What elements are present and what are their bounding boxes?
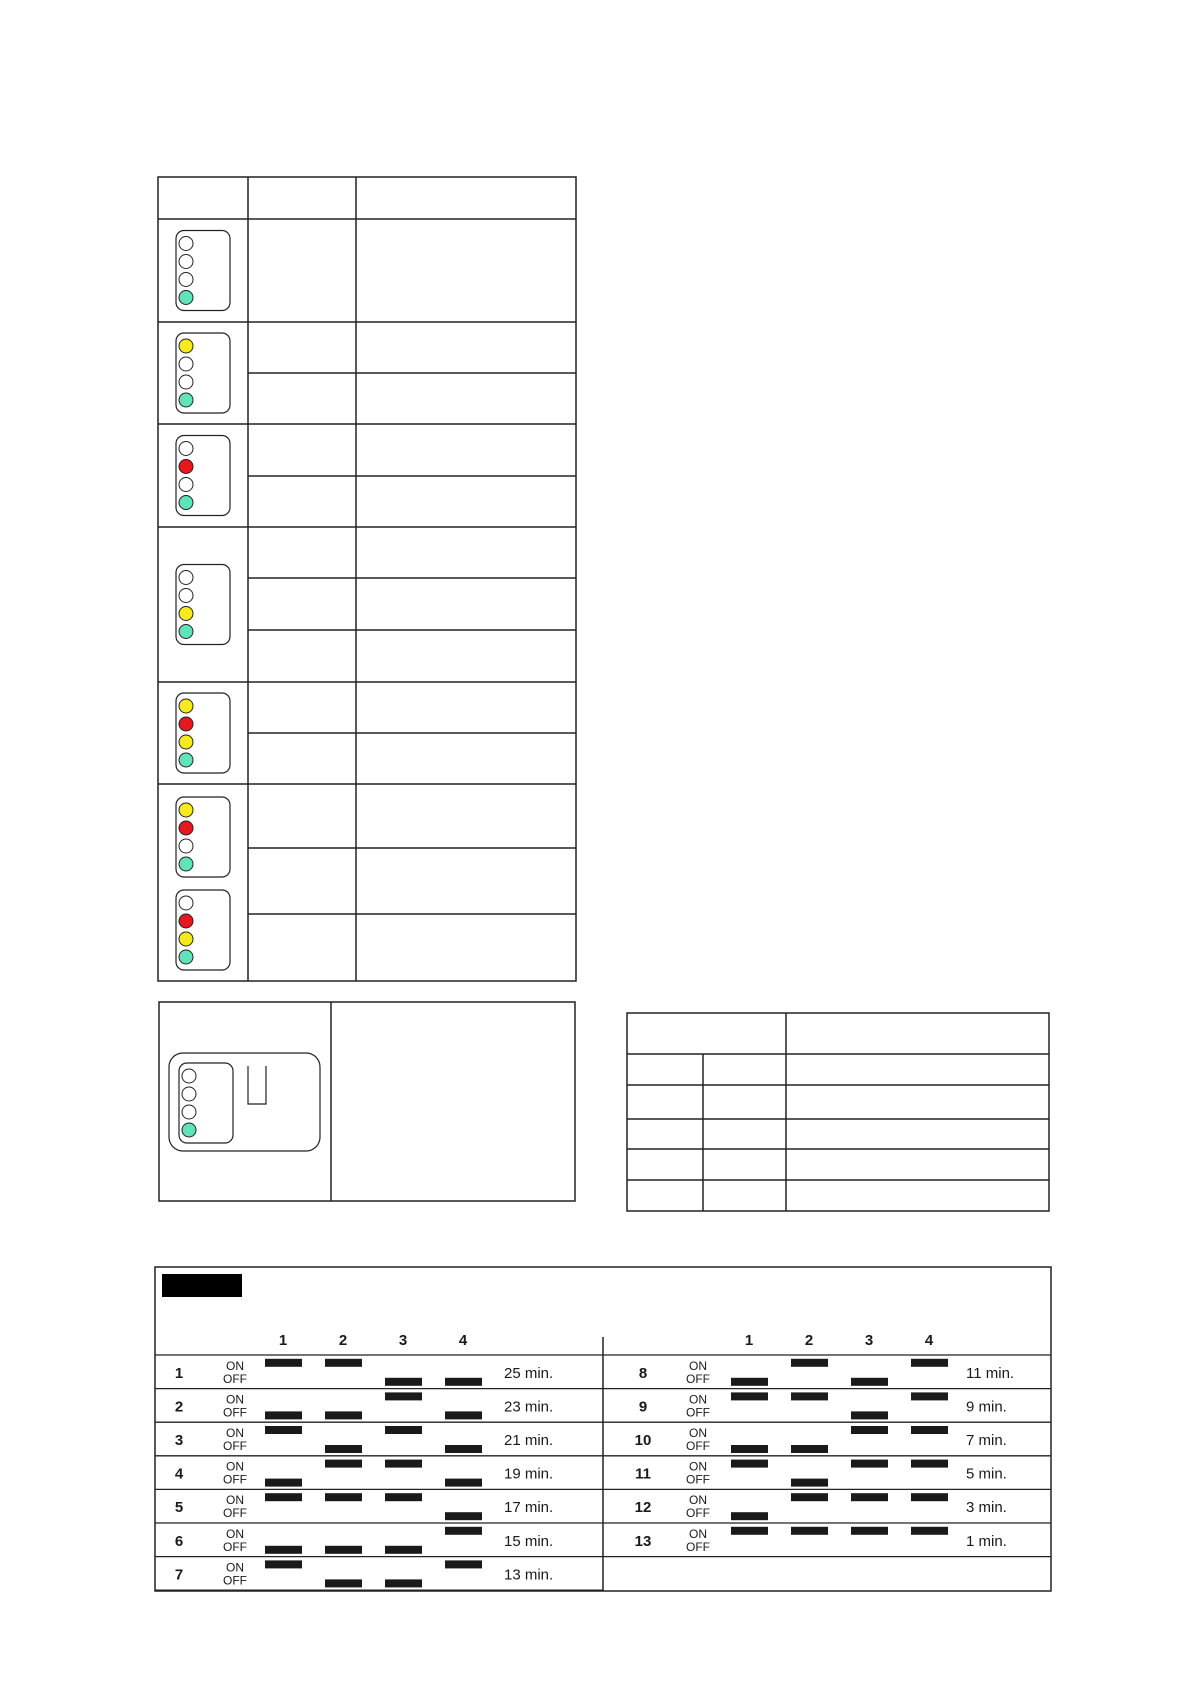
led-off	[182, 1105, 196, 1119]
time-value: 19 min.	[504, 1465, 554, 1483]
on-label: ON	[226, 1560, 244, 1575]
led-red	[179, 821, 193, 835]
time-value: 3 min.	[966, 1499, 1007, 1517]
time-value: 23 min.	[504, 1398, 554, 1416]
switch-1-off	[731, 1512, 768, 1520]
on-label: ON	[689, 1493, 707, 1508]
led-off	[179, 896, 193, 910]
setting-number: 2	[174, 1398, 184, 1416]
led-yellow	[179, 803, 193, 817]
switch-2-on	[325, 1460, 362, 1468]
switch-column-number: 1	[278, 1332, 288, 1349]
dip-setting-row	[603, 1359, 1051, 1389]
led-green	[179, 950, 193, 964]
switch-1-on	[731, 1392, 768, 1400]
dip-setting-row	[155, 1527, 603, 1557]
switch-4-on	[911, 1527, 948, 1535]
setting-number: 8	[638, 1364, 648, 1382]
off-label: OFF	[223, 1371, 247, 1386]
device-panel-border	[159, 1002, 575, 1201]
switch-2-off	[325, 1579, 362, 1587]
time-value: 5 min.	[966, 1465, 1007, 1483]
led-off	[179, 375, 193, 389]
switch-3-off	[385, 1378, 422, 1386]
off-label: OFF	[223, 1405, 247, 1420]
setting-number: 11	[635, 1465, 651, 1483]
switch-column-number: 3	[398, 1332, 408, 1349]
small-table	[627, 1013, 1049, 1211]
switch-4-on	[445, 1527, 482, 1535]
dip-setting-row	[603, 1527, 1051, 1557]
switch-column-number: 4	[924, 1332, 934, 1349]
switch-3-on	[385, 1493, 422, 1501]
switch-1-on	[731, 1460, 768, 1468]
led-indicator	[176, 333, 230, 413]
switch-2-on	[791, 1527, 828, 1535]
switch-4-on	[911, 1493, 948, 1501]
on-label: ON	[226, 1493, 244, 1508]
switch-1-on	[265, 1359, 302, 1367]
switch-1-on	[265, 1493, 302, 1501]
switch-2-on	[791, 1359, 828, 1367]
switch-4-on	[911, 1392, 948, 1400]
led-green	[182, 1123, 196, 1137]
switch-2-off	[791, 1445, 828, 1453]
on-label: ON	[226, 1526, 244, 1541]
led-table-border	[158, 177, 576, 981]
led-off	[179, 589, 193, 603]
small-table-border	[627, 1013, 1049, 1211]
dip-setting-row	[155, 1426, 603, 1456]
off-label: OFF	[223, 1439, 247, 1453]
led-green	[179, 753, 193, 767]
switch-3-on	[851, 1493, 888, 1501]
switch-4-off	[445, 1445, 482, 1453]
dip-setting-row	[155, 1392, 603, 1422]
on-label: ON	[689, 1358, 707, 1373]
off-label: OFF	[686, 1506, 710, 1521]
dip-setting-row	[603, 1460, 1051, 1490]
led-indicator	[176, 436, 230, 516]
setting-number: 13	[634, 1532, 652, 1550]
switch-2-on	[791, 1493, 828, 1501]
on-label: ON	[689, 1459, 707, 1474]
off-label: OFF	[686, 1405, 710, 1420]
switch-column-number: 2	[804, 1332, 814, 1349]
led-green	[179, 625, 193, 639]
switch-4-off	[445, 1479, 482, 1487]
dip-header-label-box	[162, 1274, 242, 1297]
dip-setting-row	[603, 1426, 1051, 1456]
switch-2-off	[325, 1445, 362, 1453]
setting-number: 12	[634, 1499, 652, 1517]
switch-4-on	[445, 1560, 482, 1568]
switch-2-off	[325, 1411, 362, 1419]
off-label: OFF	[223, 1472, 247, 1487]
led-indicator	[176, 797, 230, 877]
switch-3-on	[385, 1392, 422, 1400]
led-yellow	[179, 932, 193, 946]
led-off	[179, 571, 193, 585]
switch-1-on	[265, 1426, 302, 1434]
switch-2-on	[325, 1359, 362, 1367]
led-red	[179, 914, 193, 928]
switch-4-off	[445, 1378, 482, 1386]
led-off	[179, 478, 193, 492]
switch-column-number: 1	[744, 1332, 754, 1349]
time-value: 1 min.	[966, 1532, 1007, 1550]
switch-2-off	[791, 1479, 828, 1487]
switch-1-off	[265, 1546, 302, 1554]
switch-1-on	[731, 1527, 768, 1535]
led-status-table	[158, 177, 576, 981]
time-value: 25 min.	[504, 1364, 554, 1382]
switch-1-off	[265, 1479, 302, 1487]
dip-setting-row	[603, 1493, 1051, 1523]
on-label: ON	[689, 1426, 707, 1440]
setting-number: 7	[174, 1566, 184, 1584]
led-off	[182, 1069, 196, 1083]
device-led-indicator	[179, 1063, 233, 1143]
led-off	[179, 273, 193, 287]
switch-2-on	[791, 1392, 828, 1400]
switch-4-on	[911, 1359, 948, 1367]
switch-3-on	[851, 1426, 888, 1434]
led-off	[179, 255, 193, 269]
off-label: OFF	[686, 1439, 710, 1453]
dip-setting-row	[155, 1359, 603, 1389]
dip-setting-row	[155, 1460, 603, 1490]
switch-3-off	[851, 1378, 888, 1386]
on-label: ON	[689, 1526, 707, 1541]
setting-number: 10	[634, 1432, 652, 1449]
switch-3-on	[851, 1527, 888, 1535]
setting-number: 4	[174, 1465, 184, 1483]
switch-column-number: 2	[338, 1332, 348, 1349]
switch-1-on	[265, 1560, 302, 1568]
led-off	[179, 442, 193, 456]
led-yellow	[179, 607, 193, 621]
switch-1-off	[731, 1445, 768, 1453]
device-slot	[248, 1066, 266, 1104]
off-label: OFF	[686, 1472, 710, 1487]
dip-setting-row	[155, 1493, 603, 1523]
setting-number: 9	[638, 1398, 648, 1416]
switch-column-number: 3	[864, 1332, 874, 1349]
switch-2-off	[325, 1546, 362, 1554]
switch-4-off	[445, 1411, 482, 1419]
on-label: ON	[226, 1358, 244, 1373]
led-indicator	[176, 890, 230, 970]
time-value: 9 min.	[966, 1398, 1007, 1416]
switch-4-on	[911, 1460, 948, 1468]
led-off	[179, 237, 193, 251]
time-value: 13 min.	[504, 1566, 554, 1584]
time-value: 15 min.	[504, 1532, 554, 1550]
led-indicator	[176, 565, 230, 645]
off-label: OFF	[223, 1573, 247, 1588]
switch-3-off	[851, 1411, 888, 1419]
on-label: ON	[226, 1459, 244, 1474]
setting-number: 6	[174, 1532, 184, 1550]
off-label: OFF	[686, 1539, 710, 1554]
on-label: ON	[226, 1392, 244, 1407]
time-value: 11 min.	[966, 1364, 1015, 1382]
led-green	[179, 291, 193, 305]
setting-number: 1	[174, 1364, 184, 1382]
led-indicator	[179, 1063, 233, 1143]
switch-4-off	[445, 1512, 482, 1520]
led-red	[179, 717, 193, 731]
off-label: OFF	[686, 1371, 710, 1386]
led-off	[179, 839, 193, 853]
off-label: OFF	[223, 1539, 247, 1554]
led-indicators	[176, 231, 230, 971]
time-value: 17 min.	[504, 1499, 554, 1517]
switch-1-off	[265, 1411, 302, 1419]
time-value: 21 min.	[504, 1432, 554, 1449]
switch-2-on	[325, 1493, 362, 1501]
switch-3-off	[385, 1546, 422, 1554]
device-panel-box	[159, 1002, 575, 1201]
setting-number: 5	[174, 1499, 184, 1517]
time-value: 7 min.	[966, 1432, 1007, 1449]
on-label: ON	[226, 1426, 244, 1440]
switch-3-off	[385, 1579, 422, 1587]
switch-1-off	[731, 1378, 768, 1386]
led-yellow	[179, 699, 193, 713]
led-yellow	[179, 339, 193, 353]
switch-column-number: 4	[458, 1332, 468, 1349]
dip-setting-row	[603, 1392, 1051, 1422]
switch-3-on	[851, 1460, 888, 1468]
led-yellow	[179, 735, 193, 749]
led-off	[182, 1087, 196, 1101]
on-label: ON	[689, 1392, 707, 1407]
led-green	[179, 496, 193, 510]
led-indicator	[176, 693, 230, 773]
led-off	[179, 357, 193, 371]
switch-4-on	[911, 1426, 948, 1434]
led-indicator	[176, 231, 230, 311]
led-green	[179, 857, 193, 871]
led-red	[179, 460, 193, 474]
setting-number: 3	[174, 1432, 184, 1449]
off-label: OFF	[223, 1506, 247, 1521]
led-green	[179, 393, 193, 407]
dip-setting-row	[155, 1560, 603, 1590]
switch-3-on	[385, 1460, 422, 1468]
switch-3-on	[385, 1426, 422, 1434]
